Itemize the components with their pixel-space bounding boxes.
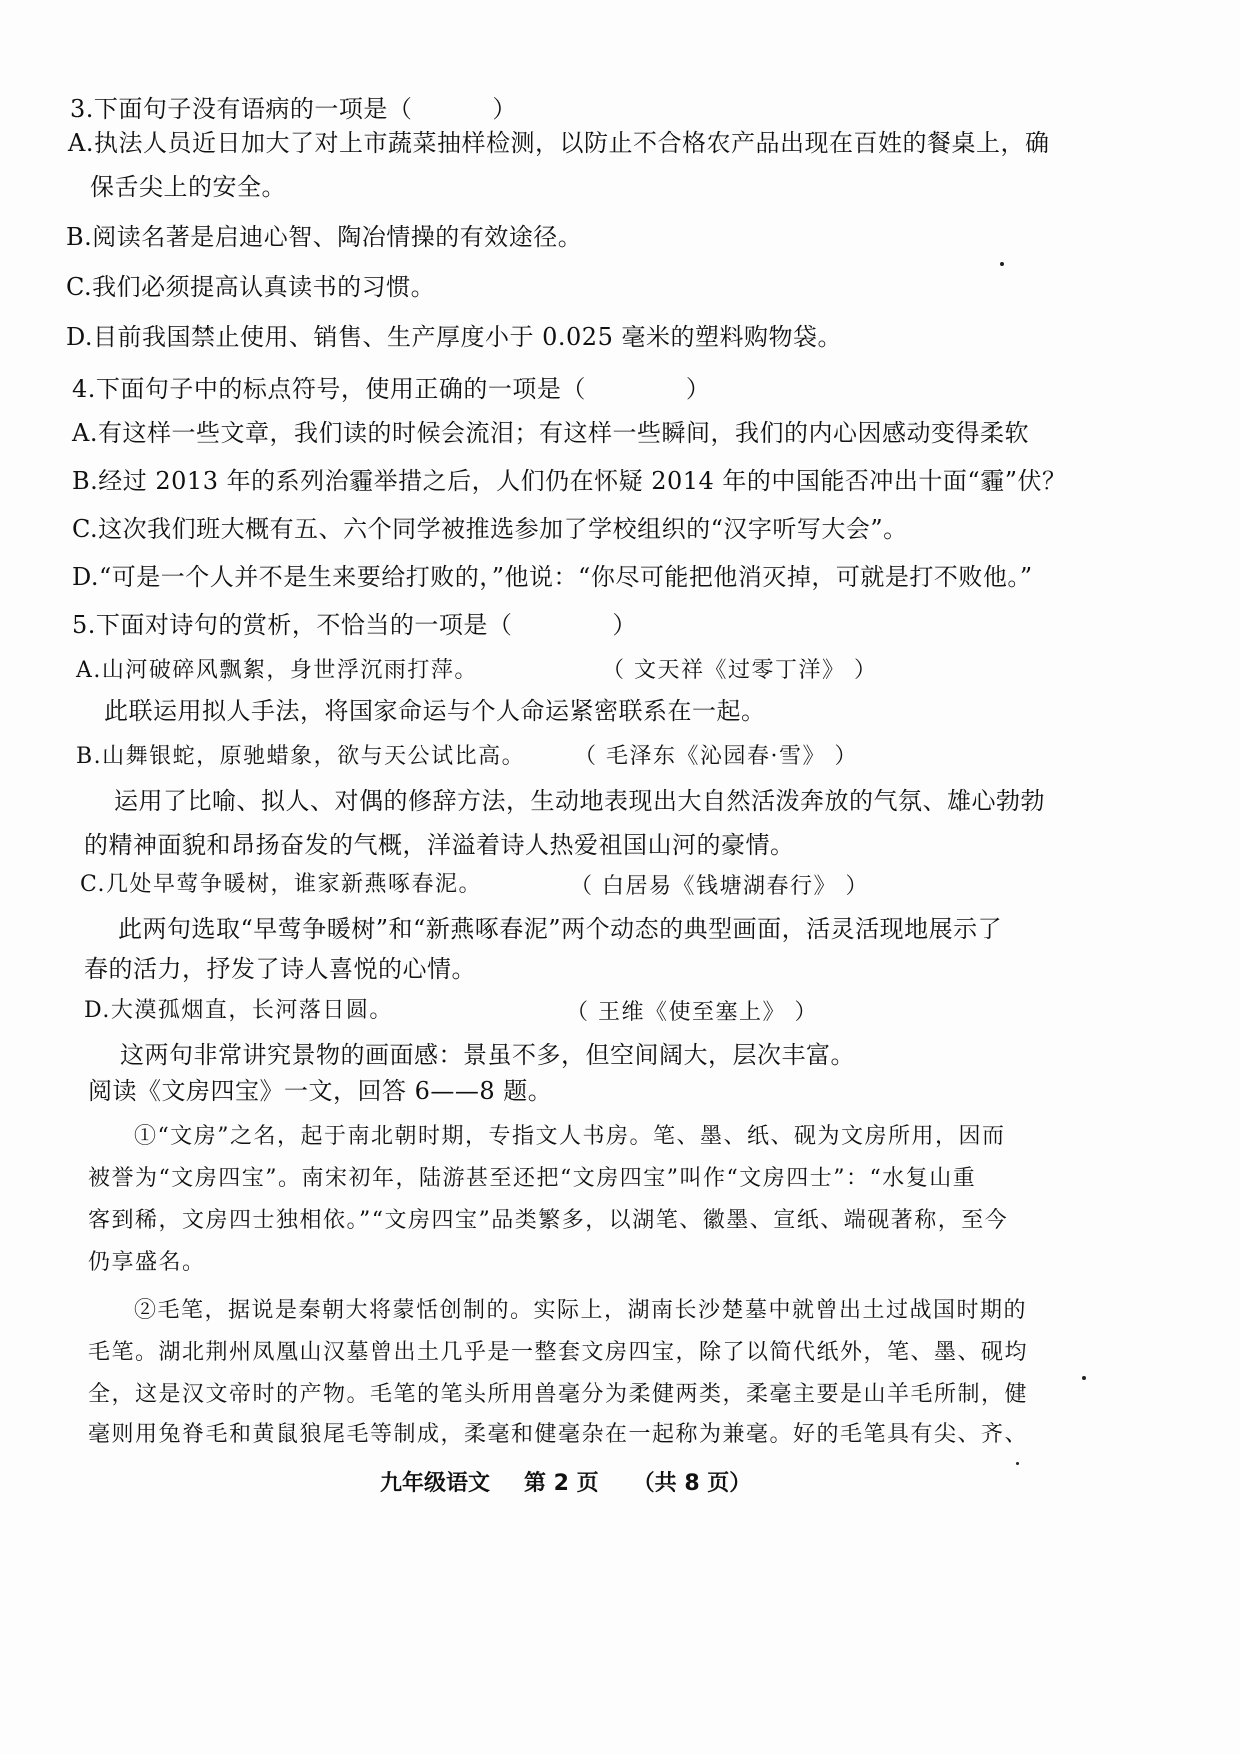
reading-p2-line1: ②毛笔，据说是秦朝大将蒙恬创制的。实际上，湖南长沙楚墓中就曾出土过战国时期的	[134, 1298, 1028, 1323]
q4-option-a: A.有这样一些文章，我们读的时候会流泪；有这样一些瞬间，我们的内心因感动变得柔软	[72, 419, 1029, 447]
q5-option-d-analysis: 这两句非常讲究景物的画面感：景虽不多，但空间阔大，层次丰富。	[120, 1041, 855, 1069]
q5-option-b-analysis-line2: 的精神面貌和昂扬奋发的气概，洋溢着诗人热爱祖国山河的豪情。	[84, 831, 795, 859]
q3-option-b: B.阅读名著是启迪心智、陶冶情操的有效途径。	[66, 223, 583, 251]
q5-stem	[72, 610, 637, 640]
q3-option-c: C.我们必须提高认真读书的习惯。	[66, 273, 436, 301]
q5-option-d-source: （ 王维《使至塞上》 ）	[566, 1000, 818, 1025]
q3-option-a-line2: 保舌尖上的安全。	[90, 173, 286, 201]
reading-intro: 阅读《文房四宝》一文，回答 6——8 题。	[88, 1077, 553, 1105]
q4-option-d: D.“可是一个人并不是生来要给打败的，”他说：“你尽可能把他消灭掉，可就是打不败他。”	[72, 563, 1033, 591]
reading-p1-line4: 仍享盛名。	[88, 1250, 206, 1275]
q3-option-d: D.目前我国禁止使用、销售、生产厚度小于 0.025 毫米的塑料购物袋。	[66, 323, 842, 351]
scan-speck	[1000, 262, 1004, 266]
q4-option-c: C.这次我们班大概有五、六个同学被推选参加了学校组织的“汉字听写大会”。	[72, 515, 908, 543]
q3-option-a-line1: A.执法人员近日加大了对上市蔬菜抽样检测，以防止不合格农产品出现在百姓的餐桌上，确	[68, 129, 1050, 157]
q5-option-c-source: （ 白居易《钱塘湖春行》 ）	[570, 874, 869, 899]
q5-option-b-source: （ 毛泽东《沁园春·雪》 ）	[574, 744, 858, 769]
q4-option-b: B.经过 2013 年的系列治霾举措之后，人们仍在怀疑 2014 年的中国能否冲出十面“霾”伏？	[72, 467, 1067, 495]
footer-page-number: 第 2 页	[524, 1471, 599, 1496]
q4-blank-close: ）	[685, 375, 711, 403]
reading-p1-line1: ①“文房”之名，起于南北朝时期，专指文人书房。笔、墨、纸、砚为文房所用，因而	[134, 1124, 1006, 1149]
footer-subject: 九年级语文	[380, 1471, 491, 1496]
q5-option-c-analysis-line1: 此两句选取“早莺争暖树”和“新燕啄春泥”两个动态的典型画面，活灵活现地展示了	[118, 915, 1003, 943]
q4-stem	[72, 374, 710, 404]
q5-stem-text: 5.下面对诗句的赏析，不恰当的一项是（	[72, 611, 513, 639]
q4-stem-text: 4.下面句子中的标点符号，使用正确的一项是（	[72, 375, 586, 403]
q5-option-b-analysis-line1: 运用了比喻、拟人、对偶的修辞方法，生动地表现出大自然活泼奔放的气氛、雄心勃勃	[114, 787, 1045, 815]
q3-stem-text: 3.下面句子没有语病的一项是（	[70, 95, 413, 123]
reading-p2-line3: 全，这是汉文帝时的产物。毛笔的笔头所用兽毫分为柔健两类，柔毫主要是山羊毛所制，健	[88, 1382, 1029, 1407]
page-footer	[380, 1470, 785, 1498]
q3-blank-close: ）	[492, 95, 517, 123]
reading-p2-line4: 毫则用兔脊毛和黄鼠狼尾毛等制成，柔毫和健毫杂在一起称为兼毫。好的毛笔具有尖、齐、	[88, 1422, 1029, 1447]
q5-option-a-analysis: 此联运用拟人手法，将国家命运与个人命运紧密联系在一起。	[104, 697, 766, 725]
q5-option-d-poem: D.大漠孤烟直，长河落日圆。	[84, 998, 393, 1023]
q5-option-a-poem: A.山河破碎风飘絮，身世浮沉雨打萍。	[76, 658, 478, 683]
q3-stem	[70, 94, 517, 124]
reading-p1-line3: 客到稀，文房四士独相依。”“文房四宝”品类繁多，以湖笔、徽墨、宣纸、端砚著称，至今	[88, 1208, 1009, 1233]
q5-blank-close: ）	[612, 611, 637, 639]
q5-option-b-poem: B.山舞银蛇，原驰蜡象，欲与天公试比高。	[76, 744, 526, 769]
scan-speck	[1082, 1376, 1086, 1380]
footer-total-pages: （共 8 页）	[632, 1471, 752, 1496]
q5-option-c-poem: C.几处早莺争暖树，谁家新燕啄春泥。	[80, 872, 483, 897]
reading-p1-line2: 被誉为“文房四宝”。南宋初年，陆游甚至还把“文房四宝”叫作“文房四士”：“水复山重	[88, 1166, 977, 1191]
scan-speck	[1016, 1462, 1019, 1465]
q5-option-c-analysis-line2: 春的活力，抒发了诗人喜悦的心情。	[84, 955, 476, 983]
reading-p2-line2: 毛笔。湖北荆州凤凰山汉墓曾出土几乎是一整套文房四宝，除了以简代纸外，笔、墨、砚均	[88, 1340, 1029, 1365]
q5-option-a-source: （ 文天祥《过零丁洋》 ）	[602, 658, 878, 683]
